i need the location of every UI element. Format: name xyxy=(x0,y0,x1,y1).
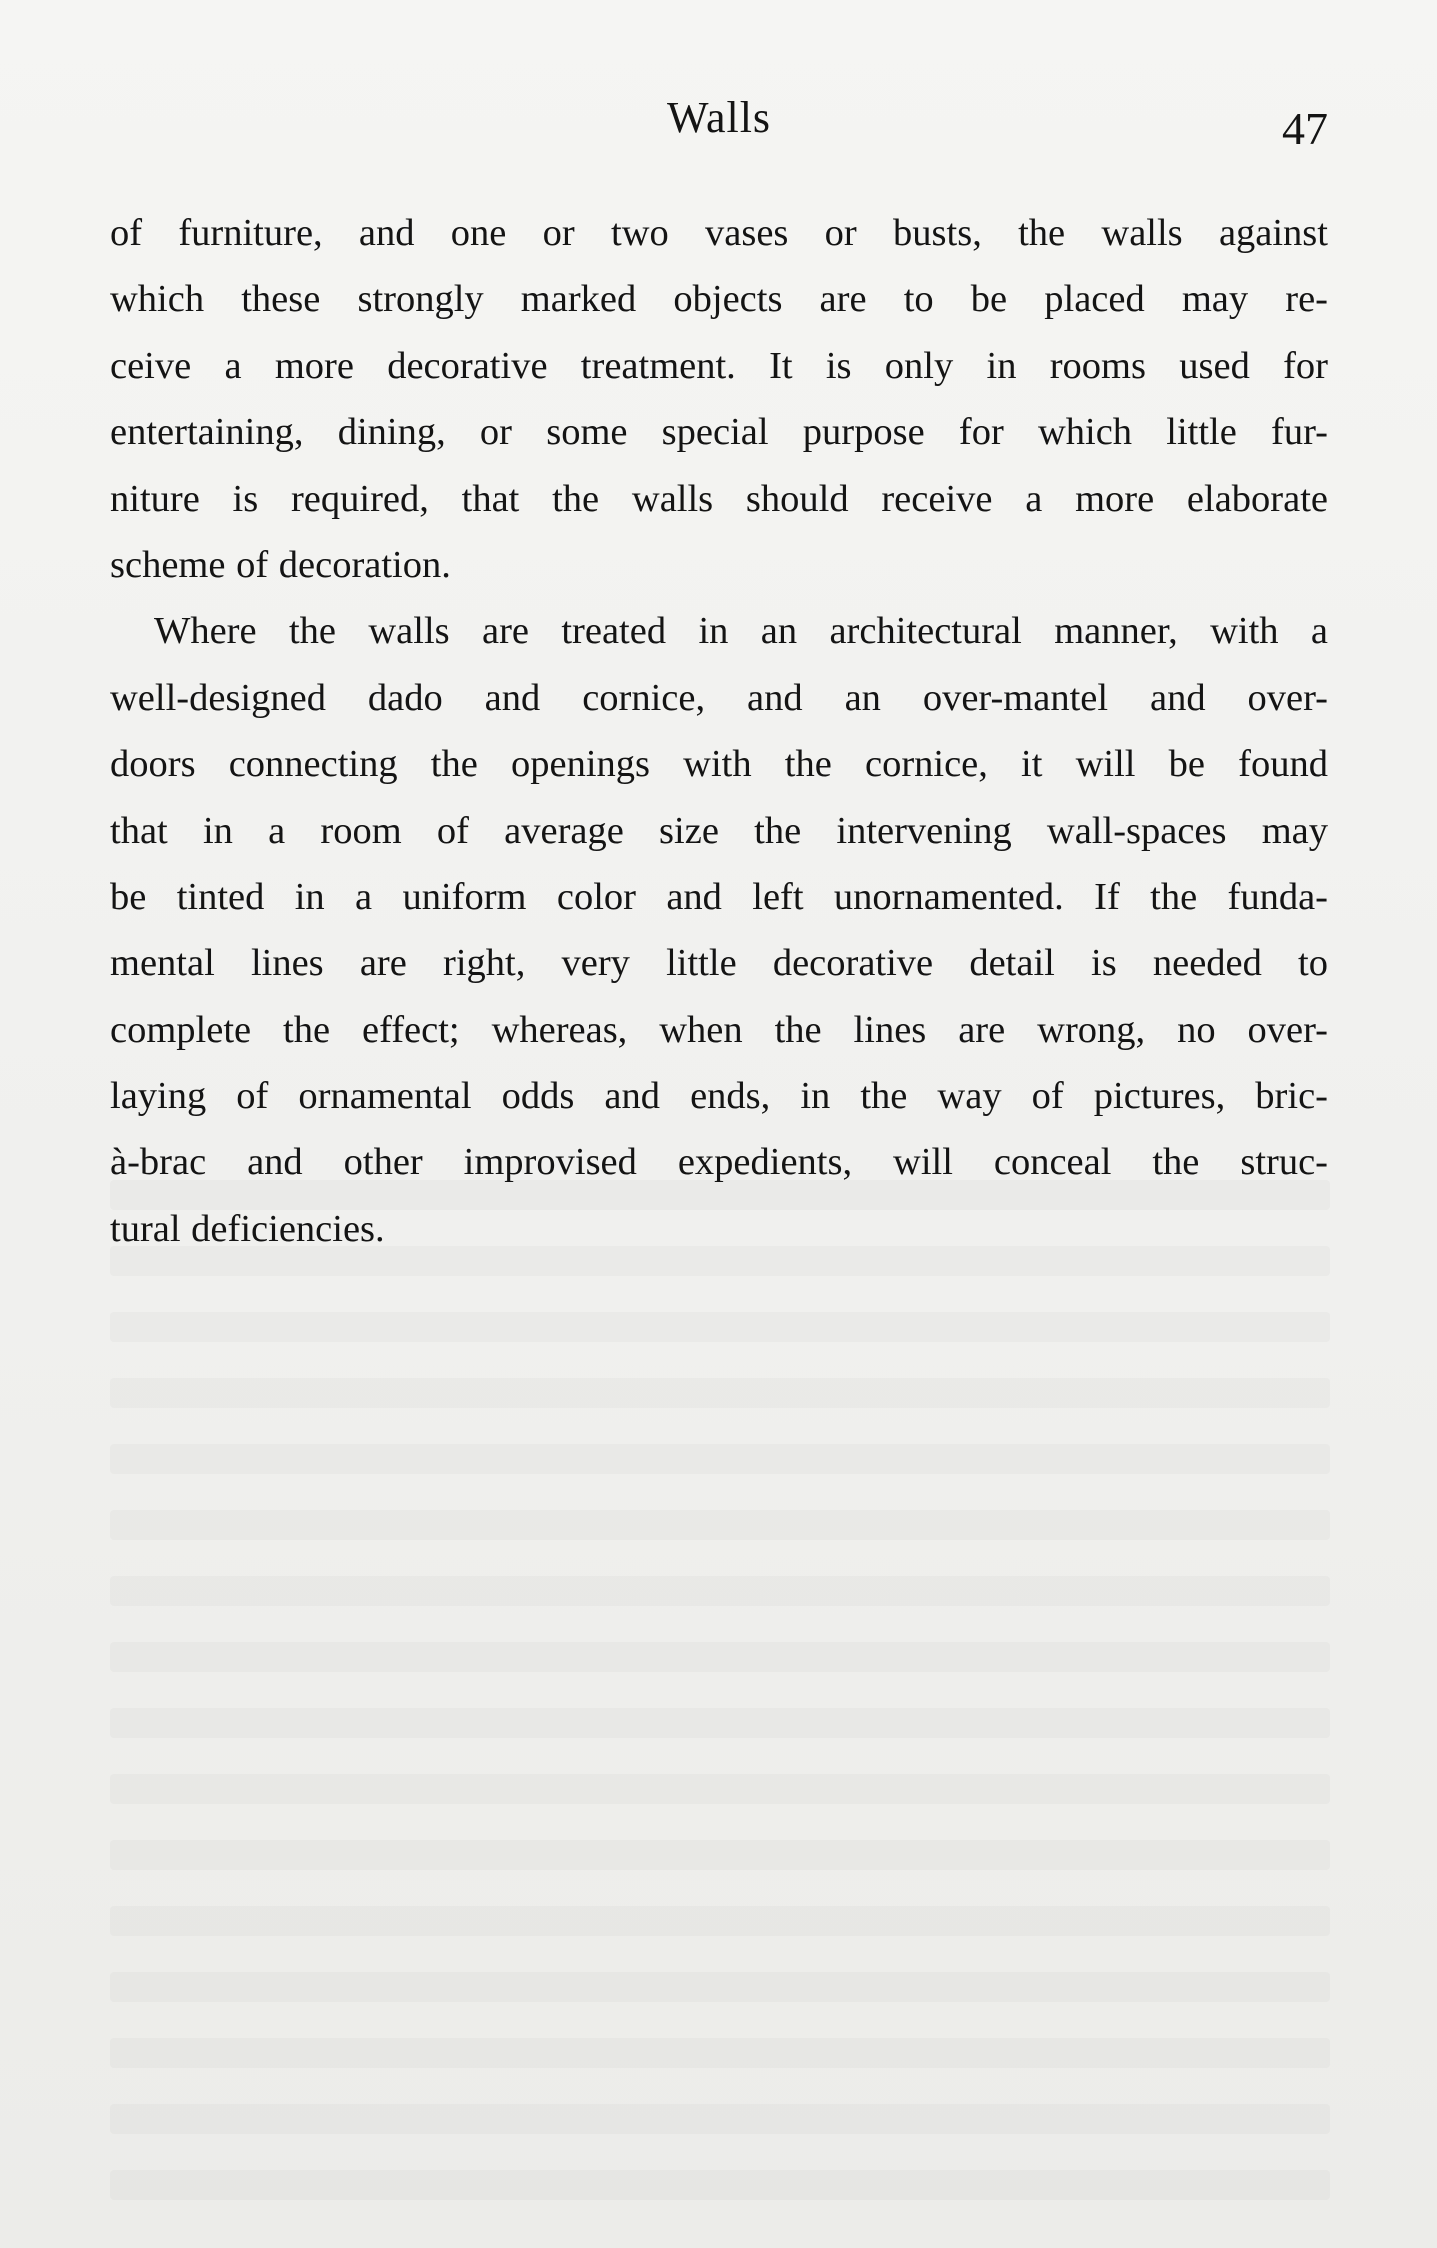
text-line: scheme of decoration. xyxy=(110,543,451,586)
text-line: à-brac and other improvised expedients, will conceal the struc- xyxy=(110,1141,1328,1184)
show-through-shadow xyxy=(110,1972,1330,2002)
show-through-shadow xyxy=(110,2038,1330,2068)
page-number: 47 xyxy=(1282,103,1328,154)
show-through-shadow xyxy=(110,1642,1330,1672)
text-line: of furniture, and one or two vases or busts, the walls against xyxy=(110,212,1328,254)
text-line: which these strongly marked objects are to be placed may re- xyxy=(110,278,1328,321)
text-line: tural deficiencies. xyxy=(110,1207,385,1250)
show-through-shadow xyxy=(110,1444,1330,1474)
paragraph xyxy=(110,598,1328,1262)
show-through-shadow xyxy=(110,1906,1330,1936)
text-line: ceive a more decorative treatment. It is only in rooms used for xyxy=(110,344,1328,387)
text-line: Where the walls are treated in an architectural manner, with a xyxy=(154,610,1328,653)
show-through-shadow xyxy=(110,1510,1330,1540)
show-through-shadow xyxy=(110,1774,1330,1804)
text-line: laying of ornamental odds and ends, in the way of pictures, bric- xyxy=(110,1075,1328,1118)
show-through-shadow xyxy=(110,2170,1330,2200)
show-through-shadow xyxy=(110,1312,1330,1342)
body-text xyxy=(110,200,1328,1262)
show-through-shadow xyxy=(110,1378,1330,1408)
text-line: mental lines are right, very little decorative detail is needed to xyxy=(110,942,1328,985)
show-through-shadow xyxy=(110,2104,1330,2134)
text-line: niture is required, that the walls should receive a more elaborate xyxy=(110,477,1328,520)
show-through-shadow xyxy=(110,1576,1330,1606)
text-line: that in a room of average size the intervening wall-spaces may xyxy=(110,809,1328,852)
text-line: well-designed dado and cornice, and an over-mantel and over- xyxy=(110,676,1328,719)
show-through-shadow xyxy=(110,1840,1330,1870)
text-line: doors connecting the openings with the cornice, it will be found xyxy=(110,743,1328,786)
running-head: Walls xyxy=(666,93,772,142)
text-line: complete the effect; whereas, when the lines are wrong, no over- xyxy=(110,1008,1328,1051)
text-line: be tinted in a uniform color and left unornamented. If the funda- xyxy=(110,875,1328,918)
paragraph xyxy=(110,200,1328,598)
show-through-shadow xyxy=(110,1708,1330,1738)
text-line: entertaining, dining, or some special purpose for which little fur- xyxy=(110,411,1328,454)
page-header xyxy=(110,92,1328,152)
